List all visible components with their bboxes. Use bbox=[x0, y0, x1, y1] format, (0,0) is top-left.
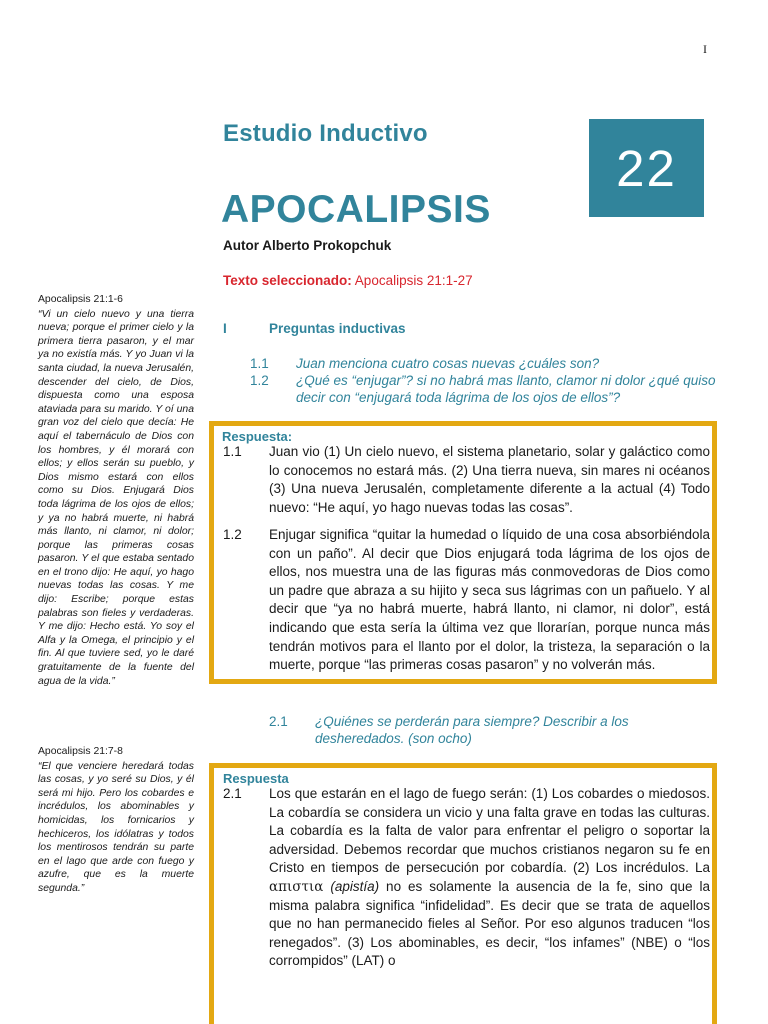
question-number: 1.2 bbox=[250, 373, 269, 388]
answer-text-part: no es solamente la ausencia de la fe, sino que la misma palabra significa “infidelidad”. Es decir que se trata de aquellos que no han permanecido fieles al Señor. Por eso algunos traducen “los renegados”. (3) Los abominables, es decir, “los infames” (NBE) o “los corrompidos” (LAT) o bbox=[269, 878, 710, 969]
scripture-sidebar-2 bbox=[38, 745, 194, 896]
page-title: APOCALIPSIS bbox=[221, 188, 491, 231]
section-number: I bbox=[223, 321, 227, 336]
greek-word: απιστια bbox=[269, 878, 324, 895]
answer-text-part: Los que estarán en el lago de fuego serán: (1) Los cobardes o miedosos. La cobardía se considera un vicio y una falta grave en todas las culturas. La cobardía es la falta de valor para enfrentar el peligro o soportar la adversidad. Debemos recordar que muchos cristianos negaron su fe en Cristo en tiempos de persecución por cobardía. (2) Los incrédulos. La bbox=[269, 786, 710, 876]
question-number: 2.1 bbox=[269, 714, 288, 729]
answer-text: Enjugar significa “quitar la humedad o líquido de una cosa absorbiéndola con un paño”. Al decir que Dios enjugará toda lágrima de los ojos de ellos, nos muestra una de las figuras más conmovedoras de Dios como un padre que abraza a su hijito y seca sus lágrimas con un pañuelo. Y al decir que “ya no habrá muerte, habrá llanto, ni clamor, ni dolor”, está indicando que esta sería la última vez que llorarían, porque nunca más tendrán motivos para el llanto por el dolor, la tristeza, la separación o la muerte, porque “las primeras cosas pasaron” y no volverán más. bbox=[269, 527, 710, 673]
page-number: I bbox=[703, 42, 707, 56]
scripture-text: “Vi un cielo nuevo y una tierra nueva; porque el primer cielo y la primera tierra pasaron, y el mar ya no existía más. Y yo Juan vi la santa ciudad, la nueva Jerusalén, descender del cielo, de Dios, dispuesta como una esposa ataviada para su marido. Y oí una gran voz del cielo que decía: He aquí el tabernáculo de Dios con los hombres, y él morará con ellos; y ellos serán su pueblo, y Dios mismo estará con ellos como su Dios. Enjugará Dios toda lágrima de los ojos de ellos; y ya no habrá muerte, ni habrá más llanto, ni clamor, ni dolor; porque las primeras cosas pasaron. Y el que estaba sentado en el trono dijo: He aquí, yo hago nuevas todas las cosas. Y me dijo: Escribe; porque estas palabras son fieles y verdaderas. Y me dijo: Hecho está. Yo soy el Alfa y la Omega, el principio y el fin. Al que tuviere sed, yo le daré gratuitamente de la fuente del agua de la vida.” bbox=[38, 308, 194, 687]
answer-number: 1.1 bbox=[223, 444, 242, 459]
answer-text: Juan vio (1) Un cielo nuevo, el sistema planetario, solar y galáctico como lo conocemos no estará más. (2) Una tierra nueva, sin mares ni océanos (3) Una nueva Jerusalén, completamente diferente a la actual (4) Todo nuevo: “He aquí, yo hago nuevas todas las cosas”. bbox=[269, 444, 710, 515]
study-subtitle: Estudio Inductivo bbox=[223, 120, 428, 147]
selected-text-line bbox=[223, 273, 473, 288]
scripture-reference: Apocalipsis 21:1-6 bbox=[38, 294, 123, 305]
scripture-text: “El que venciere heredará todas las cosas, y yo seré su Dios, y él será mi hijo. Pero los cobardes e incrédulos, los abominables y homicidas, los fornicarios y hechiceros, los idólatras y todos los mentirosos tendrán su parte en el lago que arde con fuego y azufre, que es la muerte segunda.” bbox=[38, 760, 194, 894]
answer-number: 2.1 bbox=[223, 786, 242, 801]
answer-label: Respuesta: bbox=[222, 429, 293, 444]
selected-text-label: Texto seleccionado: bbox=[223, 273, 352, 288]
question-text: ¿Qué es “enjugar”? si no habrá mas llanto, clamor ni dolor ¿qué quiso decir con “enjugará toda lágrima de los ojos de ellos”? bbox=[296, 373, 716, 405]
study-number-badge: 22 bbox=[589, 119, 704, 217]
question-text: Juan menciona cuatro cosas nuevas ¿cuáles son? bbox=[296, 356, 600, 371]
section-title: Preguntas inductivas bbox=[269, 321, 406, 336]
transliteration: (apistía) bbox=[323, 878, 380, 894]
answer-number: 1.2 bbox=[223, 527, 242, 542]
scripture-sidebar-1 bbox=[38, 293, 194, 688]
question-number: 1.1 bbox=[250, 356, 269, 371]
selected-text-reference: Apocalipsis 21:1-27 bbox=[351, 273, 473, 288]
question-text: ¿Quiénes se perderán para siempre? Describir a los desheredados. (son ocho) bbox=[315, 714, 629, 746]
author-line: Autor Alberto Prokopchuk bbox=[223, 238, 392, 253]
answer-text bbox=[269, 785, 710, 971]
scripture-reference: Apocalipsis 21:7-8 bbox=[38, 746, 123, 757]
answer-label: Respuesta bbox=[223, 771, 289, 786]
